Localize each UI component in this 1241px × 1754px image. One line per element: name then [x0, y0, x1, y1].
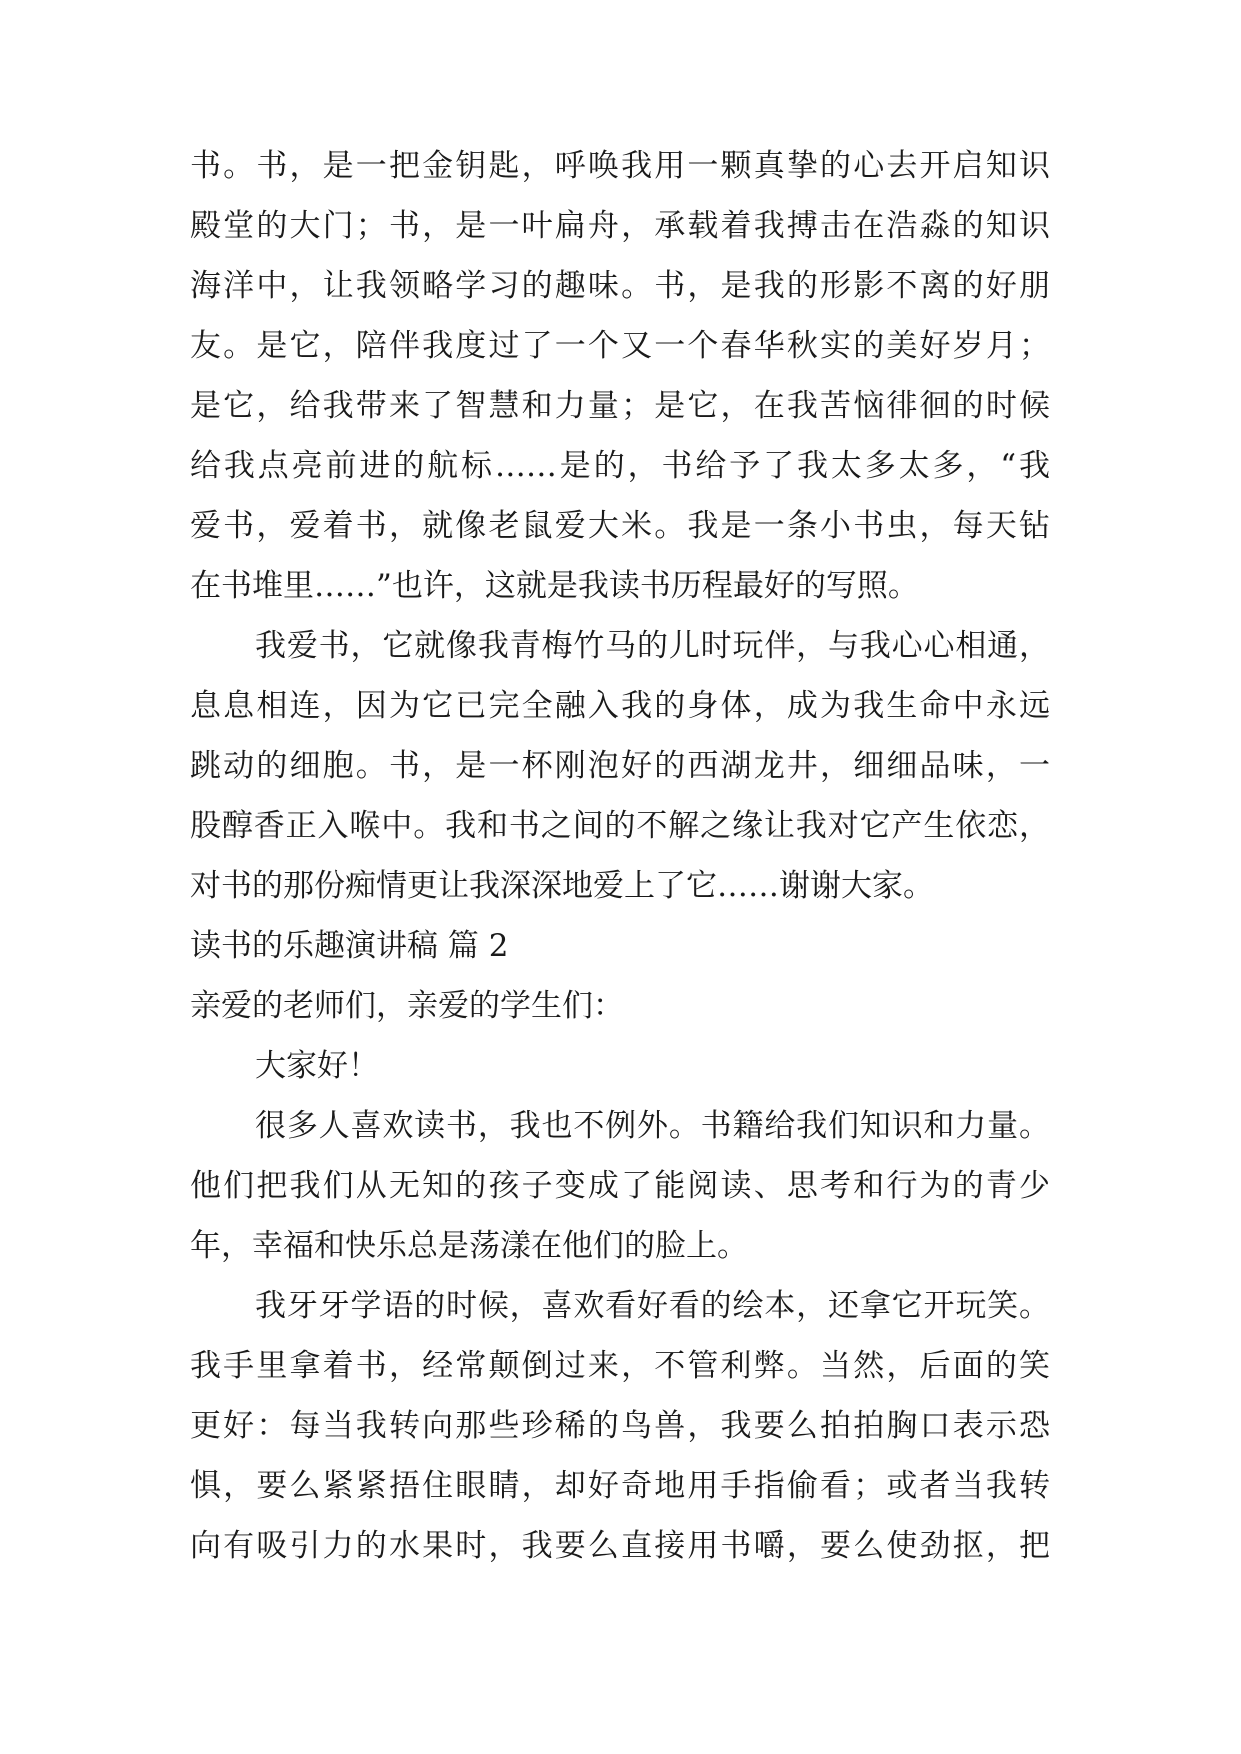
- body-text-line: 年，幸福和快乐总是荡漾在他们的脸上。: [190, 1228, 748, 1264]
- greeting: 大家好！: [255, 1048, 379, 1084]
- salutation: 亲爱的老师们，亲爱的学生们：: [190, 988, 624, 1024]
- body-text-line: 海洋中，让我领略学习的趣味。书，是我的形影不离的好朋: [190, 268, 1050, 304]
- body-text-line: 向有吸引力的水果时，我要么直接用书嚼，要么使劲抠，把: [190, 1528, 1050, 1564]
- paragraph-first-line: 我牙牙学语的时候，喜欢看好看的绘本，还拿它开玩笑。: [255, 1288, 1050, 1324]
- body-text-line: 息息相连，因为它已完全融入我的身体，成为我生命中永远: [190, 688, 1050, 724]
- body-text-line: 友。是它，陪伴我度过了一个又一个春华秋实的美好岁月；: [190, 328, 1050, 364]
- body-text-line: 我手里拿着书，经常颠倒过来，不管利弊。当然，后面的笑: [190, 1348, 1050, 1384]
- paragraph-first-line: 很多人喜欢读书，我也不例外。书籍给我们知识和力量。: [255, 1108, 1050, 1144]
- body-text-line: 在书堆里……”也许，这就是我读书历程最好的写照。: [190, 568, 919, 604]
- section-heading: 读书的乐趣演讲稿 篇 2: [190, 928, 509, 964]
- body-text-line: 跳动的细胞。书，是一杯刚泡好的西湖龙井，细细品味，一: [190, 748, 1050, 784]
- body-text-line: 是它，给我带来了智慧和力量；是它，在我苦恼徘徊的时候: [190, 388, 1050, 424]
- body-text-line: 爱书，爱着书，就像老鼠爱大米。我是一条小书虫，每天钻: [190, 508, 1050, 544]
- paragraph-first-line: 我爱书，它就像我青梅竹马的儿时玩伴，与我心心相通，: [255, 628, 1050, 664]
- body-text-line: 惧，要么紧紧捂住眼睛，却好奇地用手指偷看；或者当我转: [190, 1468, 1050, 1504]
- body-text-line: 书。书，是一把金钥匙，呼唤我用一颗真挚的心去开启知识: [190, 148, 1050, 184]
- body-text-line: 股醇香正入喉中。我和书之间的不解之缘让我对它产生依恋，: [190, 808, 1050, 844]
- body-text-line: 他们把我们从无知的孩子变成了能阅读、思考和行为的青少: [190, 1168, 1050, 1204]
- body-text-line: 对书的那份痴情更让我深深地爱上了它……谢谢大家。: [190, 868, 934, 904]
- body-text-line: 更好：每当我转向那些珍稀的鸟兽，我要么拍拍胸口表示恐: [190, 1408, 1050, 1444]
- body-text-line: 给我点亮前进的航标……是的，书给予了我太多太多，“我: [190, 448, 1050, 484]
- body-text-line: 殿堂的大门；书，是一叶扁舟，承载着我搏击在浩淼的知识: [190, 208, 1050, 244]
